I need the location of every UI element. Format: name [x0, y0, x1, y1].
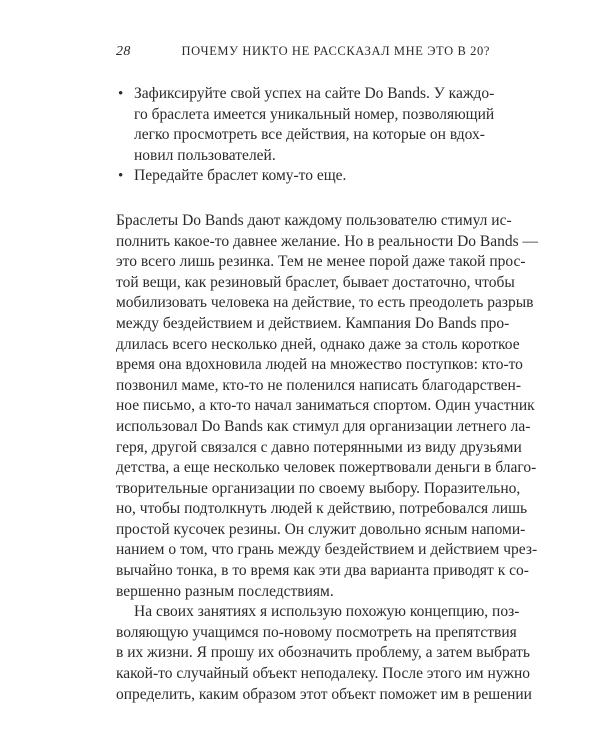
text-line: определить, каким образом этот объект поможет им в решении: [116, 685, 532, 703]
text-line: воляющую учащимся по-новому посмотреть на препятствия: [116, 623, 517, 641]
section-gap: [116, 187, 490, 211]
paragraph: [116, 211, 539, 602]
text-line: какой-то случайный объект неподалеку. После этого им нужно: [116, 665, 531, 683]
text-line: между бездействием и действием. Кампания Do Bands про-: [116, 314, 510, 332]
text-line: Зафиксируйте свой успех на сайте Do Bands. У каждо-: [134, 85, 495, 102]
text-line: детства, а еще несколько человек пожертвовали деньги в благо-: [116, 459, 537, 477]
text-line: легко просмотреть все действия, на которые он вдох-: [134, 126, 485, 144]
bullet-icon: •: [118, 86, 124, 102]
text-line: творительные организации по своему выбору. Поразительно,: [116, 479, 521, 497]
body-text: [116, 84, 539, 705]
text-line: геря, другой связался с давно потерянными из виду друзьями: [116, 438, 522, 456]
text-line: На своих занятиях я использую похожую концепцию, поз-: [134, 603, 520, 621]
text-line: мобилизовать человека на действие, то есть преодолеть разрыв: [116, 294, 534, 312]
text-line: длилась всего несколько дней, однако даже за столь короткое: [116, 335, 520, 353]
text-line: той вещи, как резиновый браслет, бывает достаточно, чтобы: [116, 273, 515, 291]
bullet-item: [116, 166, 484, 187]
paragraph: [116, 602, 532, 705]
text-line: позвонил маме, кто-то не поленился написать благодарствен-: [116, 376, 522, 394]
text-line: время она вдохновила людей на множество поступков: кто-то: [116, 356, 523, 374]
bullet-item: [116, 84, 495, 166]
running-head: [116, 44, 490, 64]
text-line: нанием о том, что грань между бездействием и действием чрез-: [116, 541, 538, 559]
text-line: новил пользователей.: [134, 146, 276, 164]
page-number: 28: [116, 44, 131, 59]
text-line: это всего лишь резинка. Тем не менее порой даже такой прос-: [116, 253, 526, 271]
bullet-list: [116, 84, 495, 187]
text-line: го браслета имеется уникальный номер, позволяющий: [134, 105, 495, 123]
text-line: простой кусочек резины. Он служит довольно ясным напоми-: [116, 520, 526, 538]
text-line: Браслеты Do Bands дают каждому пользователю стимул ис-: [116, 211, 512, 229]
text-line: в их жизни. Я прошу их обозначить проблему, а затем выбрать: [116, 644, 530, 662]
text-line: но, чтобы подтолкнуть людей к действию, потребовался лишь: [116, 500, 528, 518]
text-line: использовал Do Bands как стимул для организации летнего ла-: [116, 417, 531, 435]
text-line: полнить какое-то давнее желание. Но в реальности Do Bands —: [116, 232, 539, 250]
text-line: вершенно разным последствиям.: [116, 582, 334, 600]
text-line: вычайно тонка, в то время как эти два варианта приводят к со-: [116, 562, 529, 580]
text-line: ное письмо, а кто-то начал заниматься спортом. Один участник: [116, 397, 535, 415]
text-line: Передайте браслет кому-то еще.: [134, 167, 347, 185]
bullet-icon: •: [118, 168, 124, 185]
running-title: ПОЧЕМУ НИКТО НЕ РАССКАЗАЛ МНЕ ЭТО В 20?: [181, 44, 490, 58]
